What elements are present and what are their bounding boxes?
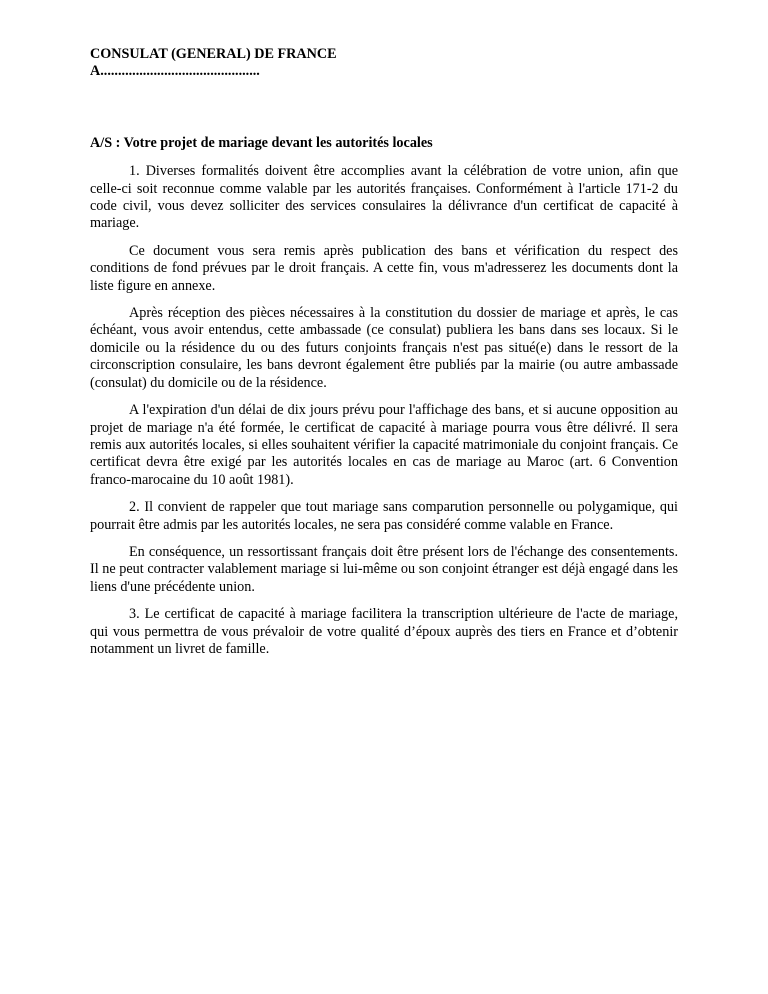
paragraph-6: En conséquence, un ressortissant français doit être présent lors de l'échange des consentements. Il ne peut contracter valablement mariage si lui-même ou son conjoint étranger est déjà engagé dans les liens d'une précédente union. [90, 543, 678, 595]
paragraph-2: Ce document vous sera remis après publication des bans et vérification du respect des conditions de fond prévues par le droit français. A cette fin, vous m'adresserez les documents dont la liste figure en annexe. [90, 242, 678, 294]
consulate-heading: CONSULAT (GENERAL) DE FRANCE [90, 46, 337, 62]
paragraph-5: 2. Il convient de rappeler que tout mariage sans comparution personnelle ou polygamique, qui pourrait être admis par les autorités locales, ne sera pas considéré comme valable en France. [90, 499, 678, 533]
location-line: A............................................. [90, 63, 260, 80]
paragraph-1: 1. Diverses formalités doivent être accomplies avant la célébration de votre union, afin que celle-ci soit reconnue comme valable par les autorités françaises. Conformément à l'article 171-2 du code civil, vous devez solliciter des services consulaires la délivrance d'un certificat de capacité à mariage. [90, 163, 678, 232]
paragraph-4: A l'expiration d'un délai de dix jours prévu pour l'affichage des bans, et si aucune opposition au projet de mariage n'a été formée, le certificat de capacité à mariage pourra vous être délivré. Il sera remis aux autorités locales, si elles souhaitent vérifier la capacité matrimoniale du conjoint français. Ce certificat devra être exigé par les autorités locales en cas de mariage au Maroc (art. 6 Convention franco-marocaine du 10 août 1981). [90, 402, 678, 488]
paragraph-3: Après réception des pièces nécessaires à la constitution du dossier de mariage et après, le cas échéant, vous avoir entendus, cette ambassade (ce consulat) publiera les bans dans ses locaux. Si le domicile ou la résidence du ou des futurs conjoints français n'est pas situé(e) dans le ressort de la circonscription consulaire, les bans devront également être publiés par la mairie (ou autre ambassade (consulat) du domicile ou de la résidence. [90, 305, 678, 391]
subject-line: A/S : Votre projet de mariage devant les autorités locales [90, 134, 433, 151]
paragraph-7: 3. Le certificat de capacité à mariage facilitera la transcription ultérieure de l'acte de mariage, qui vous permettra de vous prévaloir de votre qualité d’époux auprès des tiers en France et d’obtenir notamment un livret de famille. [90, 606, 678, 657]
document-page [90, 46, 678, 658]
